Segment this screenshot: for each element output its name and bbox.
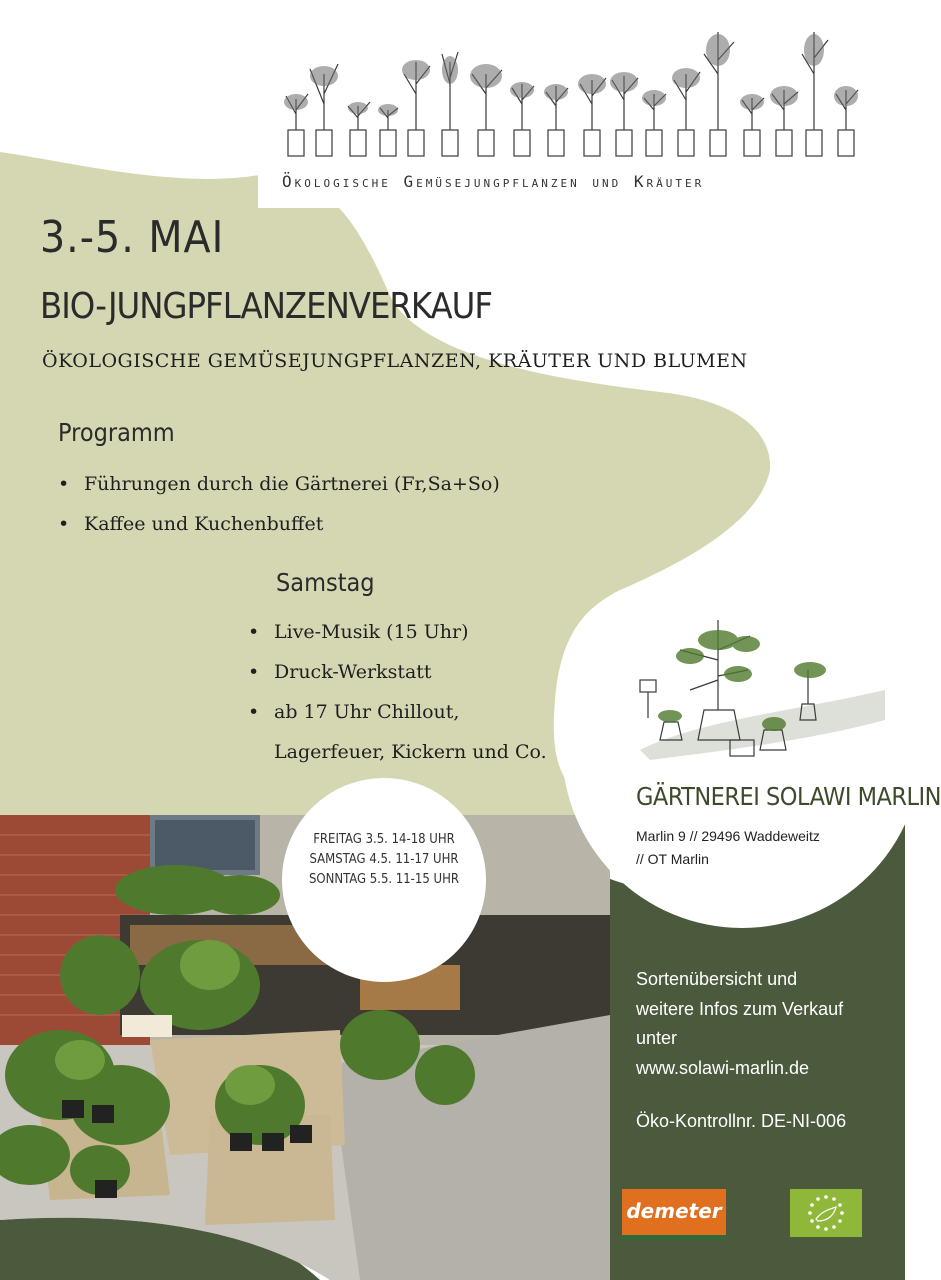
plant-stems — [286, 32, 858, 130]
organizer-address-line1: Marlin 9 // 29496 Waddeweitz — [636, 828, 820, 844]
event-title: BIO-JUNGPFLANZENVERKAUF — [40, 286, 492, 327]
list-item: • Druck-Werkstatt — [248, 652, 547, 692]
event-tagline: ÖKOLOGISCHE GEMÜSEJUNGPFLANZEN, KRÄUTER UND BLUMEN — [42, 350, 748, 372]
info-block — [636, 965, 843, 1083]
list-item-continued: Lagerfeuer, Kickern und Co. — [274, 741, 547, 763]
list-item: • Kaffee und Kuchenbuffet — [58, 504, 500, 544]
samstag-heading: Samstag — [276, 568, 375, 597]
website-link[interactable]: www.solawi-marlin.de — [636, 1057, 810, 1078]
eu-organic-logo — [790, 1189, 862, 1237]
organizer-address-line2: // OT Marlin — [636, 851, 709, 867]
hours-sunday: SONNTAG 5.5. 11-15 UHR — [308, 872, 459, 887]
programm-list — [58, 464, 500, 544]
pot-row — [288, 130, 854, 156]
hours-saturday: SAMSTAG 4.5. 11-17 UHR — [309, 852, 459, 867]
eu-leaf-icon — [790, 1189, 862, 1237]
info-line: Sortenübersicht und — [636, 969, 798, 989]
organizer-name: GÄRTNEREI SOLAWI MARLIN — [636, 782, 941, 811]
samstag-list — [248, 612, 547, 772]
nursery-illustration — [620, 600, 890, 770]
banner-subtitle: Ökologische Gemüsejungpflanzen und Kräuter — [282, 172, 705, 191]
list-item: • Live-Musik (15 Uhr) — [248, 612, 547, 652]
demeter-logo-text: demeter — [626, 1199, 722, 1223]
info-line: unter — [636, 1028, 678, 1048]
event-dates: 3.-5. MAI — [40, 212, 225, 263]
programm-heading: Programm — [58, 418, 175, 447]
plant-row-illustration — [258, 14, 880, 174]
plant-leaves — [284, 34, 858, 116]
list-item: • Führungen durch die Gärtnerei (Fr,Sa+So) — [58, 464, 500, 504]
info-line: weitere Infos zum Verkauf — [636, 998, 844, 1019]
hours-list — [282, 830, 486, 890]
banner — [258, 14, 880, 208]
hours-friday: FREITAG 3.5. 14-18 UHR — [313, 832, 455, 847]
list-item: • ab 17 Uhr Chillout, — [248, 692, 547, 732]
demeter-logo — [622, 1189, 726, 1239]
control-number: Öko-Kontrollnr. DE-NI-006 — [636, 1111, 847, 1131]
